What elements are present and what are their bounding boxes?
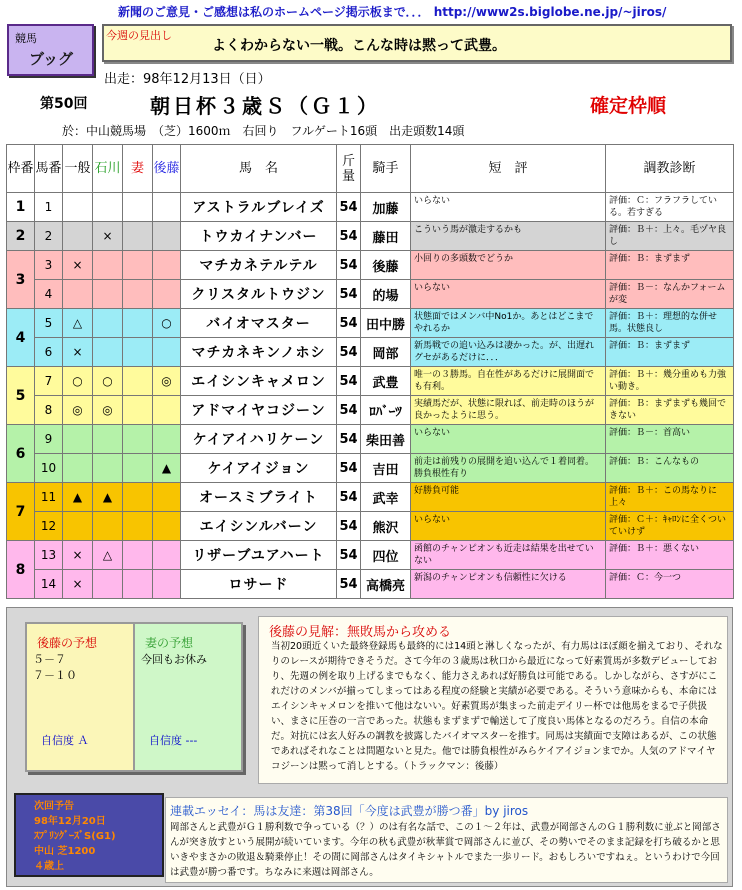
jockey-cell: 武豊 (361, 367, 411, 396)
view-title: 後藤の見解：無敗馬から攻める (269, 625, 452, 640)
mark-wife (123, 512, 153, 541)
num-cell: 4 (35, 280, 63, 309)
mark-goto (153, 338, 181, 367)
goto-confidence: 自信度 Ａ (41, 734, 89, 747)
col-comment: 短 評 (411, 145, 606, 193)
diag-cell: 評価：Ｂ－：なんかフォームが変 (606, 280, 734, 309)
mark-ishikawa (93, 338, 123, 367)
weight-cell: 54 (337, 483, 361, 512)
mark-wife (123, 251, 153, 280)
mark-wife (123, 193, 153, 222)
num-cell: 7 (35, 367, 63, 396)
mark-ishikawa (93, 309, 123, 338)
weight-cell: 54 (337, 309, 361, 338)
weight-cell: 54 (337, 367, 361, 396)
mark-goto (153, 483, 181, 512)
race-date: 出走：98年12月13日（日） (104, 72, 271, 87)
site-banner[interactable]: 新聞のご意見・ご感想は私のホームページ掲示板まで．．． http://www2s.biglobe.ne.jp/~jiros/ (118, 5, 667, 19)
num-cell: 10 (35, 454, 63, 483)
mark-goto (153, 280, 181, 309)
col-general: 一般 (63, 145, 93, 193)
mark-general: ◎ (63, 396, 93, 425)
col-num: 馬番 (35, 145, 63, 193)
diag-cell: 評価：Ｂ：まずまず (606, 338, 734, 367)
weight-cell: 54 (337, 454, 361, 483)
table-row (7, 512, 734, 541)
comment-cell: いらない (411, 280, 606, 309)
mark-goto (153, 541, 181, 570)
num-cell: 13 (35, 541, 63, 570)
weight-cell: 54 (337, 251, 361, 280)
horse-name: ロサード (181, 570, 337, 599)
mark-goto (153, 512, 181, 541)
table-row (7, 483, 734, 512)
comment-cell: 新馬戦での追い込みは凄かった。が、出遅れグセがあるだけに．．． (411, 338, 606, 367)
diag-cell: 評価：Ｂ＋：この馬なりに上々 (606, 483, 734, 512)
mark-general: ○ (63, 367, 93, 396)
col-jockey: 騎手 (361, 145, 411, 193)
col-wife: 妻 (123, 145, 153, 193)
next-race-text: 次回予告 98年12月20日 ｽﾌﾟﾘﾝｸﾞｰｽﾞS(G1) 中山 芝1200 ４歳上 (34, 801, 116, 872)
col-goto: 後藤 (153, 145, 181, 193)
table-row (7, 193, 734, 222)
mark-ishikawa: ○ (93, 367, 123, 396)
mark-goto (153, 570, 181, 599)
mark-wife (123, 570, 153, 599)
mark-ishikawa: ▲ (93, 483, 123, 512)
mark-goto: ▲ (153, 454, 181, 483)
horse-name: トウカイナンバー (181, 222, 337, 251)
mark-goto (153, 251, 181, 280)
essay-title: 連載エッセイ：馬は友達：第38回「今度は武豊が勝つ番」by jiros (170, 804, 529, 818)
logo (7, 24, 94, 76)
diag-cell: 評価：Ｃ：今一つ (606, 570, 734, 599)
mark-wife (123, 222, 153, 251)
frame-cell: 6 (7, 425, 35, 483)
diag-cell: 評価：Ｃ：フラフラしている。若すぎる (606, 193, 734, 222)
comment-cell: 好勝負可能 (411, 483, 606, 512)
diag-cell: 評価：Ｂ：まずまずも幾回できない (606, 396, 734, 425)
horse-name: バイオマスター (181, 309, 337, 338)
mark-goto (153, 396, 181, 425)
weight-cell: 54 (337, 338, 361, 367)
mark-ishikawa (93, 193, 123, 222)
mark-general (63, 222, 93, 251)
diag-cell: 評価：Ｂ：まずまず (606, 251, 734, 280)
col-horse: 馬 名 (181, 145, 337, 193)
jockey-cell: 岡部 (361, 338, 411, 367)
mark-general (63, 425, 93, 454)
header-row (7, 145, 734, 193)
mark-general (63, 193, 93, 222)
mark-goto (153, 425, 181, 454)
mark-general: × (63, 251, 93, 280)
mark-ishikawa: △ (93, 541, 123, 570)
entries-table (6, 144, 734, 599)
jockey-cell: 後藤 (361, 251, 411, 280)
diag-cell: 評価：Ｂ：こんなもの (606, 454, 734, 483)
wife-confidence: 自信度 --- (149, 734, 198, 747)
horse-name: オースミブライト (181, 483, 337, 512)
comment-cell: 函館のチャンピオンも近走は結果を出せていない (411, 541, 606, 570)
weight-cell: 54 (337, 425, 361, 454)
diag-cell: 評価：Ｂ＋：上々。毛ヅヤ良し (606, 222, 734, 251)
horse-name: クリスタルトウジン (181, 280, 337, 309)
jockey-cell: 高橋亮 (361, 570, 411, 599)
mark-general (63, 454, 93, 483)
headline-box (102, 24, 732, 62)
comment-cell: いらない (411, 193, 606, 222)
weight-cell: 54 (337, 541, 361, 570)
frame-cell: 7 (7, 483, 35, 541)
horse-name: エイシンキャメロン (181, 367, 337, 396)
mark-wife (123, 280, 153, 309)
mark-ishikawa (93, 512, 123, 541)
mark-ishikawa (93, 425, 123, 454)
comment-cell: 実績馬だが、状態に限れば、前走時のほうが良かったように思う。 (411, 396, 606, 425)
final-draw-label: 確定枠順 (590, 95, 667, 117)
weight-cell: 54 (337, 280, 361, 309)
mark-wife (123, 396, 153, 425)
mark-general (63, 280, 93, 309)
horse-name: リザーブユアハート (181, 541, 337, 570)
jockey-cell: 藤田 (361, 222, 411, 251)
frame-cell: 3 (7, 251, 35, 309)
wife-prediction-box (133, 622, 243, 772)
num-cell: 3 (35, 251, 63, 280)
comment-cell: いらない (411, 425, 606, 454)
frame-cell: 2 (7, 222, 35, 251)
table-row (7, 367, 734, 396)
essay-body: 岡部さんと武豊がＧ１勝利数で争っている（？）のは有名な話で、この１～２年は、武豊が岡部さんのＧ１勝利数に並ぶと岡部さんが突き放すという展開が続いています。今年の秋も武豊が秋華賞で岡部さんに並び、その勢いでそのまま記録を打ち破るかと思いきやまさかの敗退＆騎乗停止！その間に岡部さんはタイキシャトルでまた一歩リード。おもしろいですねぇ。というわけで今回は武豊が勝つ番です。ちなみに来週は岡部さん。 (170, 822, 721, 878)
headline-text: よくわからない一戦。こんな時は黙って武豊。 (212, 38, 506, 54)
diag-cell: 評価：Ｃ＋：ｷｬﾛﾝに全くついていけず (606, 512, 734, 541)
num-cell: 1 (35, 193, 63, 222)
weight-cell: 54 (337, 396, 361, 425)
horse-name: エイシンルバーン (181, 512, 337, 541)
mark-goto: ○ (153, 309, 181, 338)
table-row (7, 251, 734, 280)
weight-cell: 54 (337, 570, 361, 599)
frame-cell: 5 (7, 367, 35, 425)
table-row (7, 541, 734, 570)
num-cell: 14 (35, 570, 63, 599)
mark-general: × (63, 541, 93, 570)
mark-general: △ (63, 309, 93, 338)
jockey-cell: 吉田 (361, 454, 411, 483)
jockey-cell: 田中勝 (361, 309, 411, 338)
horse-name: マチカネテルテル (181, 251, 337, 280)
jockey-cell: 熊沢 (361, 512, 411, 541)
horse-name: ケイアイハリケーン (181, 425, 337, 454)
comment-cell: いらない (411, 512, 606, 541)
mark-wife (123, 367, 153, 396)
table-row (7, 280, 734, 309)
wife-prediction-title: 妻の予想 (145, 636, 194, 650)
num-cell: 8 (35, 396, 63, 425)
jockey-cell: 的場 (361, 280, 411, 309)
diag-cell: 評価：Ｂ＋：悪くない (606, 541, 734, 570)
goto-view-box (258, 616, 728, 784)
mark-ishikawa (93, 280, 123, 309)
logo-line1: 競馬 (15, 32, 37, 45)
table-row (7, 425, 734, 454)
mark-ishikawa: × (93, 222, 123, 251)
goto-prediction-box (25, 622, 135, 772)
mark-general: × (63, 570, 93, 599)
race-name: 朝日杯３歳Ｓ（Ｇ１） (150, 94, 380, 118)
horse-name: マチカネキンノホシ (181, 338, 337, 367)
comment-cell: 状態面ではメンバ中No1か。あとはどこまでやれるか (411, 309, 606, 338)
table-row (7, 454, 734, 483)
mark-general: × (63, 338, 93, 367)
frame-cell: 8 (7, 541, 35, 599)
comment-cell: 前走は前残りの展開を追い込んで１着同着。勝負根性有り (411, 454, 606, 483)
jockey-cell: 四位 (361, 541, 411, 570)
mark-wife (123, 483, 153, 512)
mark-wife (123, 309, 153, 338)
col-ishikawa: 石川 (93, 145, 123, 193)
logo-line2: ブッグ (29, 50, 73, 68)
comment-cell: 唯一の３勝馬。自在性があるだけに展開面でも有利。 (411, 367, 606, 396)
diag-cell: 評価：Ｂ－：首高い (606, 425, 734, 454)
mark-wife (123, 454, 153, 483)
weight-cell: 54 (337, 512, 361, 541)
table-row (7, 396, 734, 425)
mark-general (63, 512, 93, 541)
col-diag: 調教診断 (606, 145, 734, 193)
jockey-cell: 柴田善 (361, 425, 411, 454)
mark-general: ▲ (63, 483, 93, 512)
table-row (7, 222, 734, 251)
num-cell: 5 (35, 309, 63, 338)
horse-name: アドマイヤコジーン (181, 396, 337, 425)
frame-cell: 4 (7, 309, 35, 367)
diag-cell: 評価：Ｂ＋：理想的な併せ馬。状態良し (606, 309, 734, 338)
headline-tag: 今週の見出し (106, 29, 172, 42)
jockey-cell: 加藤 (361, 193, 411, 222)
num-cell: 9 (35, 425, 63, 454)
mark-goto (153, 193, 181, 222)
jockey-cell: ﾛﾊﾞｰﾂ (361, 396, 411, 425)
table-row (7, 338, 734, 367)
mark-wife (123, 425, 153, 454)
col-weight: 斤量 (337, 145, 361, 193)
num-cell: 12 (35, 512, 63, 541)
comment-cell: こういう馬が激走するかも (411, 222, 606, 251)
jockey-cell: 武幸 (361, 483, 411, 512)
weight-cell: 54 (337, 193, 361, 222)
mark-ishikawa (93, 454, 123, 483)
view-body: 当初20頭近くいた最終登録馬も最終的には14頭と淋しくなったが、有力馬はほぼ顔を揃えており、それなりのレースが期待できそうだ。さて今年の３歳馬は秋口から最近になって好素質馬が多数デビューしており、先週の例を取り上げるまでもなく、能力さえあれば好勝負は可能である。しかしながら、さすがにこれだけのメンバが揃ってしまってはある程度の経験と実績が必要である。そういう意味からも、本命にはエイシンキャメロンを推いて他はないい。好素質馬が集まった前走デイリー杯では他馬をまるで子供扱い、まさに圧巻の一言であった。状態もまずまずで輸送して了度良い馬体となるのだろう。自信の本命だ。対抗には玄人好みの調教を披露したバイオマスターを推す。同馬は実績面で支障はあるが、この状態であればそれなことは問題ないと見た。他では勝負根性がみらケイアイジョンまでか。人気のアドマイヤコジーンは黙って消しとする。（トラックマン：後藤） (271, 641, 723, 772)
diag-cell: 評価：Ｂ＋：幾分重めも力強い動き。 (606, 367, 734, 396)
essay-box (165, 797, 728, 883)
mark-ishikawa (93, 251, 123, 280)
race-conditions: 於：中山競馬場 （芝）1600ｍ 右回り フルゲート16頭 出走頭数14頭 (62, 124, 465, 138)
table-row (7, 309, 734, 338)
num-cell: 2 (35, 222, 63, 251)
mark-wife (123, 338, 153, 367)
goto-prediction-body: ５－７ ７－１０ (33, 653, 77, 682)
weight-cell: 54 (337, 222, 361, 251)
mark-goto: ◎ (153, 367, 181, 396)
race-number: 第50回 (40, 96, 88, 112)
mark-ishikawa: ◎ (93, 396, 123, 425)
num-cell: 6 (35, 338, 63, 367)
wife-prediction-body: 今回もお休み (141, 653, 207, 666)
mark-goto (153, 222, 181, 251)
goto-prediction-title: 後藤の予想 (37, 636, 98, 650)
col-frame: 枠番 (7, 145, 35, 193)
table-row (7, 570, 734, 599)
num-cell: 11 (35, 483, 63, 512)
frame-cell: 1 (7, 193, 35, 222)
mark-wife (123, 541, 153, 570)
mark-ishikawa (93, 570, 123, 599)
next-race-box (14, 793, 164, 877)
horse-name: アストラルブレイズ (181, 193, 337, 222)
horse-name: ケイアイジョン (181, 454, 337, 483)
comment-cell: 小回りの多頭数でどうか (411, 251, 606, 280)
comment-cell: 新潟のチャンピオンも信頼性に欠ける (411, 570, 606, 599)
